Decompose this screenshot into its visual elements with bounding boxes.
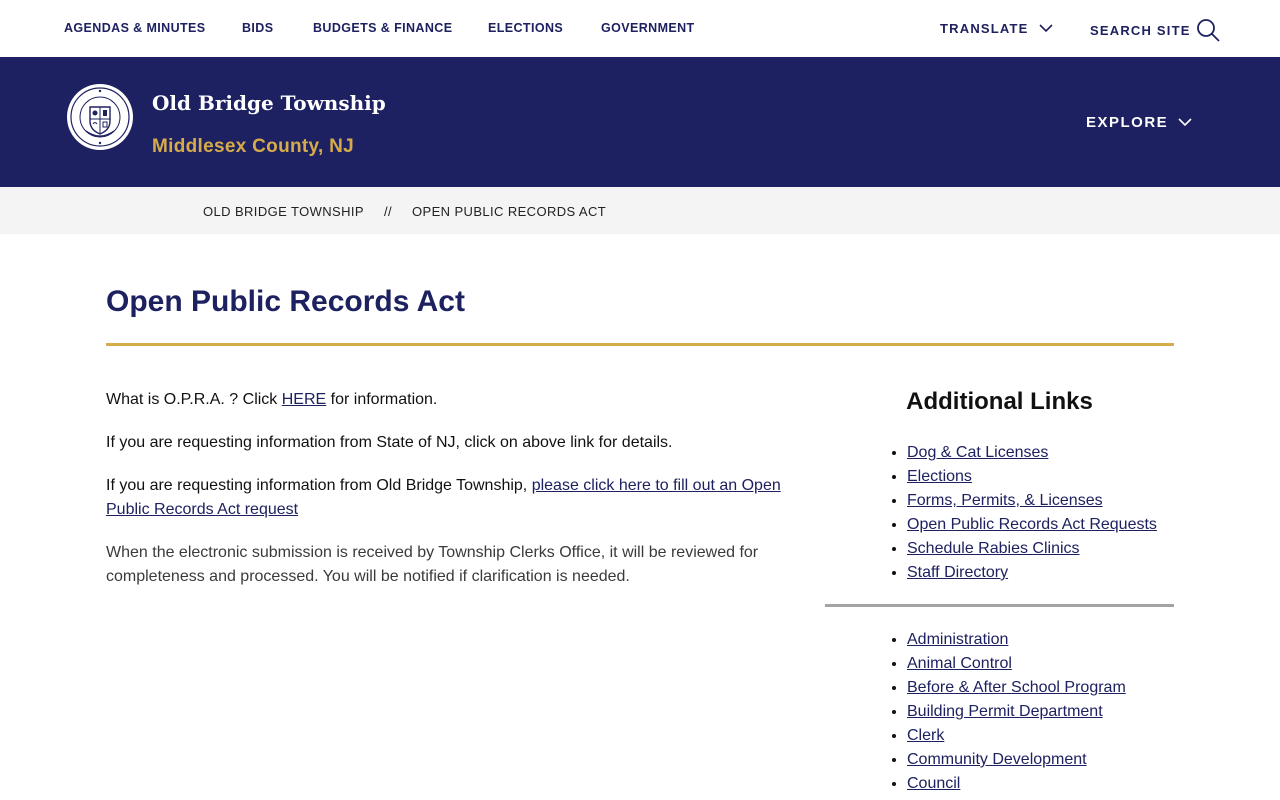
link-staff-directory[interactable]: Staff Directory	[907, 564, 1009, 581]
link-dog-cat-licenses[interactable]: Dog & Cat Licenses	[907, 444, 1049, 461]
main-content	[106, 388, 796, 608]
explore-menu-button[interactable]	[1086, 114, 1192, 131]
list-item	[907, 700, 1126, 724]
link-schedule-rabies-clinics[interactable]: Schedule Rabies Clinics	[907, 540, 1080, 557]
opra-intro-text: What is O.P.R.A. ? Click	[106, 391, 282, 408]
opra-request-link[interactable]: please click here to fill out an Open Public Records Act request	[106, 477, 781, 518]
township-request-paragraph	[106, 474, 796, 522]
state-info-paragraph: If you are requesting information from State of NJ, click on above link for details.	[106, 434, 673, 451]
additional-links-list	[907, 441, 1157, 585]
submission-note: When the electronic submission is received by Township Clerks Office, it will be reviewed for completeness and processed. You will be notified if clarification is needed.	[106, 544, 759, 585]
chevron-down-icon	[1039, 24, 1053, 33]
site-header	[0, 57, 1280, 187]
breadcrumb	[0, 187, 1280, 234]
breadcrumb-current: OPEN PUBLIC RECORDS ACT	[412, 204, 607, 219]
translate-label: TRANSLATE	[940, 21, 1029, 36]
search-site-label: SEARCH SITE	[1090, 22, 1191, 38]
list-item	[907, 652, 1126, 676]
top-nav	[0, 0, 1280, 57]
list-item	[907, 724, 1126, 748]
link-before-after-school[interactable]: Before & After School Program	[907, 679, 1126, 696]
link-clerk[interactable]: Clerk	[907, 727, 945, 744]
explore-label: EXPLORE	[1086, 114, 1169, 131]
site-title[interactable]: Old Bridge Township	[152, 91, 386, 115]
search-icon	[1195, 17, 1221, 43]
list-item	[907, 628, 1126, 652]
title-divider	[106, 343, 1174, 346]
link-building-permit[interactable]: Building Permit Department	[907, 703, 1103, 720]
chevron-down-icon	[1178, 118, 1192, 127]
list-item	[907, 561, 1157, 585]
link-community-development[interactable]: Community Development	[907, 751, 1087, 768]
link-forms-permits-licenses[interactable]: Forms, Permits, & Licenses	[907, 492, 1103, 509]
page-title: Open Public Records Act	[106, 285, 465, 318]
breadcrumb-separator: //	[384, 204, 393, 219]
link-council[interactable]: Council	[907, 775, 961, 792]
list-item	[907, 748, 1126, 772]
link-opra-requests[interactable]: Open Public Records Act Requests	[907, 516, 1157, 533]
link-animal-control[interactable]: Animal Control	[907, 655, 1012, 672]
breadcrumb-home[interactable]: OLD BRIDGE TOWNSHIP	[203, 204, 364, 219]
nav-budgets-finance[interactable]: BUDGETS & FINANCE	[313, 21, 453, 35]
opra-intro	[106, 388, 796, 412]
list-item	[907, 537, 1157, 561]
township-seal[interactable]	[66, 83, 134, 151]
search-site-button[interactable]	[1090, 17, 1221, 43]
site-subtitle: Middlesex County, NJ	[152, 136, 355, 157]
nav-government[interactable]: GOVERNMENT	[601, 21, 695, 35]
nav-agendas-minutes[interactable]: AGENDAS & MINUTES	[64, 21, 206, 35]
additional-links-heading: Additional Links	[906, 388, 1093, 415]
list-item	[907, 441, 1157, 465]
list-item	[907, 772, 1126, 796]
translate-button[interactable]	[940, 21, 1053, 36]
link-elections[interactable]: Elections	[907, 468, 972, 485]
list-item	[907, 676, 1126, 700]
list-item	[907, 513, 1157, 537]
department-links-list	[907, 628, 1126, 796]
link-administration[interactable]: Administration	[907, 631, 1009, 648]
list-item	[907, 465, 1157, 489]
nav-bids[interactable]: BIDS	[242, 21, 274, 35]
nav-elections[interactable]: ELECTIONS	[488, 21, 564, 35]
sidebar-divider	[825, 604, 1174, 607]
opra-info-link[interactable]: HERE	[281, 391, 327, 408]
list-item	[907, 489, 1157, 513]
opra-intro-text-end: for information.	[326, 391, 438, 408]
township-request-text: If you are requesting information from Old Bridge Township,	[106, 477, 532, 494]
